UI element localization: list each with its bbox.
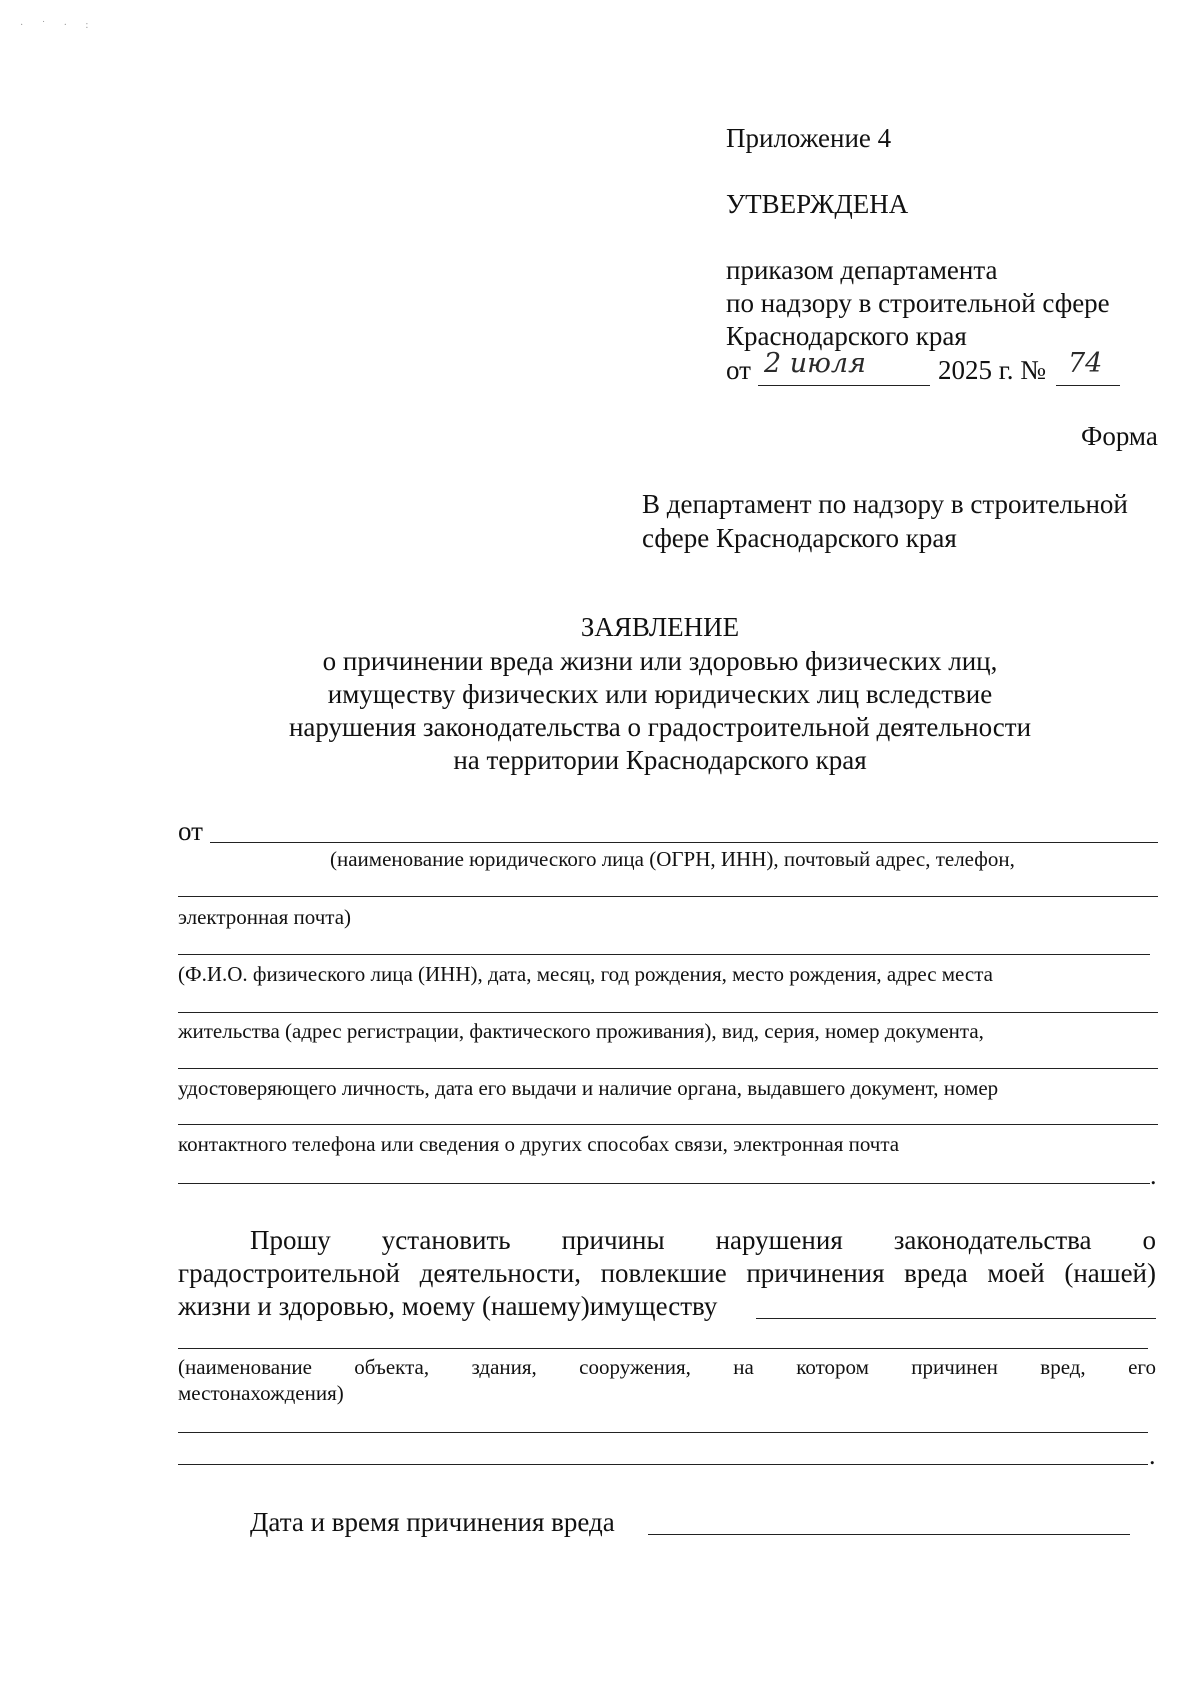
property-line-1 [756, 1318, 1156, 1319]
damage-date-label: Дата и время причинения вреда [250, 1507, 615, 1537]
hint-person-1: (Ф.И.О. физического лица (ИНН), дата, месяц, год рождения, место рождения, адрес места [178, 962, 993, 986]
order-number-handwritten: 74 [1068, 348, 1103, 379]
request-line-1: Прошу установить причины нарушения законодательства о [250, 1225, 1156, 1255]
order-date-underline [758, 385, 930, 386]
hint-person-3: удостоверяющего личность, дата его выдачи и наличие органа, выдавшего документ, номер [178, 1076, 999, 1100]
subtitle-line-1: о причинении вреда жизни или здоровью физических лиц, [322, 646, 998, 676]
applicant-period: . [1150, 1161, 1157, 1190]
order-line-3: Краснодарского края [726, 321, 967, 351]
location-period: . [1149, 1441, 1156, 1470]
hint-person-4: контактного телефона или сведения о других способах связи, электронная почта [178, 1132, 900, 1156]
applicant-line-7 [178, 1183, 1150, 1184]
hint-legal-1: (наименование юридического лица (ОГРН, ИНН), почтовый адрес, телефон, [330, 847, 1015, 871]
applicant-line-2 [178, 896, 1158, 897]
appendix-label: Приложение 4 [726, 123, 892, 153]
approved-label: УТВЕРЖДЕНА [726, 189, 909, 219]
property-line-2 [178, 1348, 1148, 1349]
hint-legal-2: электронная почта) [178, 905, 352, 929]
location-line-1 [178, 1432, 1148, 1433]
addressee-line-1: В департамент по надзору в строительной [642, 489, 1128, 519]
applicant-line-6 [178, 1124, 1158, 1125]
applicant-line-4 [178, 1012, 1158, 1013]
subtitle-line-3: нарушения законодательства о градостроительной деятельности [288, 712, 1032, 742]
damage-date-line [648, 1534, 1130, 1535]
applicant-line-3 [178, 954, 1150, 955]
document-title: ЗАЯВЛЕНИЕ [580, 612, 740, 642]
hint-object-2: местонахождения) [178, 1381, 344, 1405]
request-line-3: жизни и здоровью, моему (нашему)имуществу [178, 1291, 718, 1321]
order-year-number-label: 2025 г. № [938, 355, 1047, 385]
request-line-2: градостроительной деятельности, повлекшие причинения вреда моей (нашей) [178, 1258, 1156, 1288]
form-label: Форма [1081, 421, 1158, 451]
order-date-handwritten: 2 июля [764, 348, 866, 379]
order-line-1: приказом департамента [726, 255, 998, 285]
order-date-prefix: от [726, 355, 751, 385]
order-number-underline [1056, 385, 1120, 386]
hint-person-2: жительства (адрес регистрации, фактического проживания), вид, серия, номер документа, [178, 1019, 984, 1043]
order-line-2: по надзору в строительной сфере [726, 288, 1110, 318]
applicant-line-1 [210, 842, 1158, 843]
from-label: от [178, 816, 203, 846]
subtitle-line-2: имуществу физических или юридических лиц вследствие [327, 679, 993, 709]
addressee-line-2: сфере Краснодарского края [642, 523, 957, 553]
scan-specks: · ˙ · : [20, 20, 97, 31]
hint-object-1: (наименование объекта, здания, сооружения, на котором причинен вред, его [178, 1355, 1156, 1379]
subtitle-line-4: на территории Краснодарского края [453, 745, 867, 775]
location-line-2 [178, 1464, 1148, 1465]
applicant-line-5 [178, 1068, 1158, 1069]
